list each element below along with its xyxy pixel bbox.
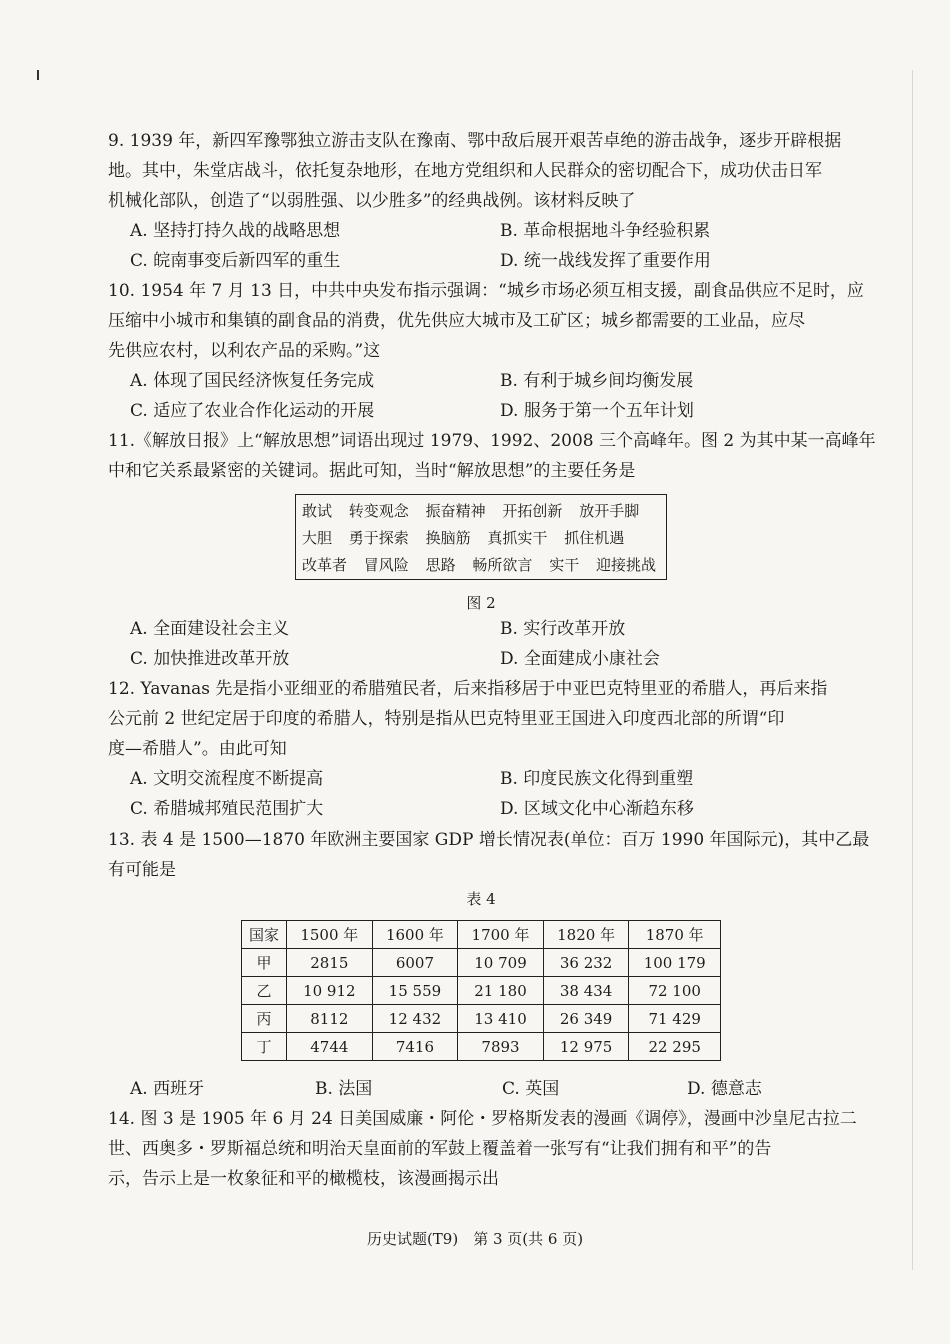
gdp-table (241, 920, 721, 1061)
table-row (242, 977, 721, 1005)
question-line: 先供应农村，以利农产品的采购。”这 (108, 341, 381, 361)
question-9-stem (108, 126, 843, 216)
question-line: 中和它关系最紧密的关键词。据此可知，当时“解放思想”的主要任务是 (108, 461, 636, 481)
option-a: A. 坚持打持久战的战略思想 (130, 221, 341, 241)
table-row (242, 949, 721, 977)
table-row (242, 1005, 721, 1033)
question-line: 13. 表 4 是 1500—1870 年欧洲主要国家 GDP 增长情况表(单位：百万 1990 年国际元)，其中乙最 (108, 830, 870, 850)
option-c: C. 英国 (502, 1079, 560, 1099)
keyword: 真抓实干 (487, 529, 548, 547)
table-header: 国家 (242, 921, 287, 949)
option-a: A. 文明交流程度不断提高 (130, 769, 324, 789)
question-line: 14. 图 3 是 1905 年 6 月 24 日美国威廉・阿伦・罗格斯发表的漫画《调停》，漫画中沙皇尼古拉二 (108, 1109, 857, 1129)
option-b: B. 法国 (315, 1079, 373, 1099)
table-cell: 12 432 (372, 1005, 458, 1033)
keyword: 改革者 (302, 556, 348, 574)
option-b: B. 革命根据地斗争经验积累 (500, 221, 711, 241)
option-d: D. 服务于第一个五年计划 (500, 401, 694, 421)
table-cell: 7893 (458, 1033, 544, 1061)
option-b: B. 印度民族文化得到重塑 (500, 769, 694, 789)
option-c: C. 适应了农业合作化运动的开展 (130, 401, 375, 421)
table-cell: 12 975 (543, 1033, 629, 1061)
page-footer: 历史试题(T9) 第 3 页(共 6 页) (366, 1230, 584, 1248)
option-d: D. 区域文化中心渐趋东移 (500, 799, 694, 819)
keyword: 迎接挑战 (595, 556, 656, 574)
option-c: C. 皖南事变后新四军的重生 (130, 251, 341, 271)
table-header: 1870 年 (629, 921, 721, 949)
table-header: 1700 年 (458, 921, 544, 949)
keyword: 振奋精神 (425, 502, 486, 520)
table-row (242, 1033, 721, 1061)
option-a: A. 体现了国民经济恢复任务完成 (130, 371, 375, 391)
question-line: 公元前 2 世纪定居于印度的希腊人，特别是指从巴克特里亚王国进入印度西北部的所谓“印 (108, 709, 785, 729)
table-header: 1820 年 (543, 921, 629, 949)
question-12-stem (108, 674, 843, 764)
keyword-row (302, 552, 660, 579)
keyword: 转变观念 (348, 502, 409, 520)
question-line: 11.《解放日报》上“解放思想”词语出现过 1979、1992、2008 三个高峰年。图 2 为其中某一高峰年 (108, 431, 876, 451)
keyword: 实干 (549, 556, 580, 574)
margin-mark (37, 70, 39, 80)
question-13-options (130, 1074, 830, 1104)
keyword: 敢试 (302, 502, 333, 520)
keyword: 思路 (425, 556, 456, 574)
question-line: 度—希腊人”。由此可知 (108, 739, 287, 759)
option-a: A. 西班牙 (130, 1079, 205, 1099)
option-b: B. 实行改革开放 (500, 619, 626, 639)
option-d: D. 统一战线发挥了重要作用 (500, 251, 711, 271)
question-13-stem (108, 825, 870, 885)
table-cell: 36 232 (543, 949, 629, 977)
table-cell: 22 295 (629, 1033, 721, 1061)
table-cell: 丁 (242, 1033, 287, 1061)
table-cell: 38 434 (543, 977, 629, 1005)
table-cell: 71 429 (629, 1005, 721, 1033)
table-cell: 15 559 (372, 977, 458, 1005)
option-c: C. 希腊城邦殖民范围扩大 (130, 799, 324, 819)
option-b: B. 有利于城乡间均衡发展 (500, 371, 694, 391)
keyword-figure (295, 494, 667, 580)
question-line: 10. 1954 年 7 月 13 日，中共中央发布指示强调：“城乡市场必须互相支援，副食品供应不足时，应 (108, 281, 864, 301)
table-cell: 26 349 (543, 1005, 629, 1033)
table-caption: 表 4 (466, 890, 496, 908)
option-d: D. 德意志 (687, 1079, 762, 1099)
table-header: 1500 年 (287, 921, 373, 949)
keyword: 大胆 (302, 529, 333, 547)
option-a: A. 全面建设社会主义 (130, 619, 290, 639)
keyword-row (302, 498, 660, 525)
question-11-options (130, 614, 830, 674)
question-11-stem (108, 426, 876, 486)
table-cell: 2815 (287, 949, 373, 977)
table-header-row (242, 921, 721, 949)
question-line: 压缩中小城市和集镇的副食品的消费，优先供应大城市及工矿区；城乡都需要的工业品，应尽 (108, 311, 805, 331)
question-10-stem (108, 276, 864, 366)
table-cell: 4744 (287, 1033, 373, 1061)
question-line: 9. 1939 年，新四军豫鄂独立游击支队在豫南、鄂中敌后展开艰苦卓绝的游击战争，逐步开辟根据 (108, 131, 842, 151)
keyword: 抓住机遇 (564, 529, 625, 547)
figure-caption: 图 2 (466, 594, 496, 612)
table-cell: 8112 (287, 1005, 373, 1033)
table-cell: 丙 (242, 1005, 287, 1033)
question-line: 示，告示上是一枚象征和平的橄榄枝，该漫画揭示出 (108, 1169, 499, 1189)
table-cell: 21 180 (458, 977, 544, 1005)
table-cell: 乙 (242, 977, 287, 1005)
binding-line (912, 70, 913, 1270)
table-cell: 6007 (372, 949, 458, 977)
question-line: 世、西奥多・罗斯福总统和明治天皇面前的军鼓上覆盖着一张写有“让我们拥有和平”的告 (108, 1139, 772, 1159)
table-cell: 10 912 (287, 977, 373, 1005)
keyword: 开拓创新 (502, 502, 563, 520)
question-line: 地。其中，朱堂店战斗，依托复杂地形，在地方党组织和人民群众的密切配合下，成功伏击日军 (108, 161, 822, 181)
keyword-row (302, 525, 660, 552)
table-cell: 7416 (372, 1033, 458, 1061)
option-d: D. 全面建成小康社会 (500, 649, 660, 669)
question-12-options (130, 764, 830, 824)
question-line: 机械化部队，创造了“以弱胜强、以少胜多”的经典战例。该材料反映了 (108, 191, 636, 211)
question-9-options (130, 216, 830, 276)
table-cell: 甲 (242, 949, 287, 977)
keyword: 冒风险 (363, 556, 409, 574)
table-header: 1600 年 (372, 921, 458, 949)
keyword: 换脑筋 (425, 529, 471, 547)
question-line: 12. Yavanas 先是指小亚细亚的希腊殖民者，后来指移居于中亚巴克特里亚的希腊人，再后来指 (108, 679, 828, 699)
keyword: 畅所欲言 (472, 556, 533, 574)
keyword: 勇于探索 (348, 529, 409, 547)
option-c: C. 加快推进改革开放 (130, 649, 290, 669)
table-cell: 72 100 (629, 977, 721, 1005)
question-line: 有可能是 (108, 860, 176, 880)
question-10-options (130, 366, 830, 426)
keyword: 放开手脚 (579, 502, 640, 520)
table-cell: 10 709 (458, 949, 544, 977)
question-14-stem (108, 1104, 857, 1194)
table-cell: 100 179 (629, 949, 721, 977)
table-cell: 13 410 (458, 1005, 544, 1033)
